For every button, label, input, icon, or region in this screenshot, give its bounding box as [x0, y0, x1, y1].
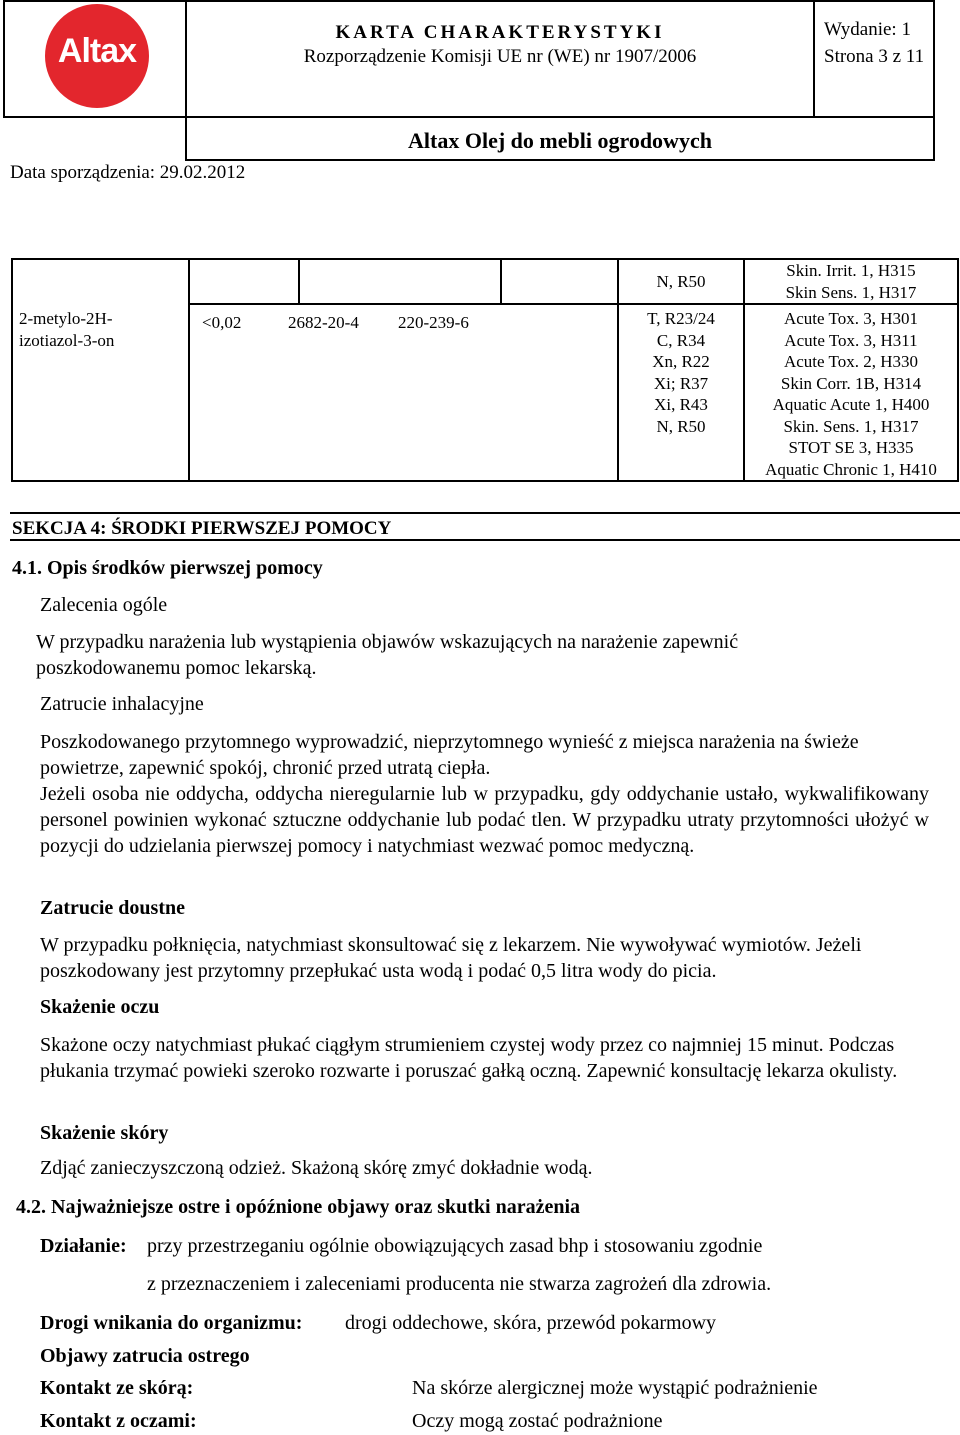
eye-contact-label: Kontakt z oczami: — [40, 1410, 197, 1432]
ec-number: 220-239-6 — [398, 313, 469, 332]
inhalation-text-1: Poszkodowanego przytomnego wyprowadzić, nieprzytomnego wynieść z miejsca narażenia na świeże powietrze, zapewnić spokój, chronić przed utratą ciepła. — [40, 731, 859, 780]
eye-text: Skażone oczy natychmiast płukać ciągłym strumieniem czystej wody przez co najmniej 15 minut. Podczas płukania trzymać powieki szeroko rozwarte i poruszać gałką oczną. Zapewnić konsultację lekarza okulisty. — [40, 1034, 898, 1083]
classification-cell — [618, 304, 744, 481]
clp-cell — [744, 304, 958, 481]
classification-line: Xi; R37 — [653, 373, 709, 393]
general-heading: Zalecenia ogóle — [40, 594, 168, 616]
prev-classification: N, R50 — [618, 259, 744, 304]
page-number: Strona 3 z 11 — [824, 46, 925, 67]
edition-cell — [813, 0, 935, 118]
eye-contact-value: Oczy mogą zostać podrażnione — [412, 1410, 663, 1432]
issue-date: Data sporządzenia: 29.02.2012 — [10, 162, 246, 183]
subsection-4-1-title: 4.1. Opis środków pierwszej pomocy — [12, 557, 323, 579]
skin-contact-value: Na skórze alergicznej może wystąpić podrażnienie — [412, 1377, 818, 1399]
product-name: Altax Olej do mebli ogrodowych — [408, 128, 712, 153]
routes-value: drogi oddechowe, skóra, przewód pokarmowy — [345, 1312, 717, 1334]
prev-clp-cell — [744, 259, 958, 304]
inhalation-text-2: Jeżeli osoba nie oddycha, oddycha nieregularnie lub w przypadku, gdy oddychanie ustało, wykwalifikowany personel powinien wykonać sztuczne oddychanie lub podać tlen. W przypadku utraty przytomności ułożyć w pozycji do udzielania pierwszej pomocy i natychmiast wezwać pomoc medyczną. — [40, 783, 929, 858]
logo-text: Altax — [57, 32, 137, 70]
clp-line: Aquatic Acute 1, H400 — [772, 395, 930, 414]
oral-heading: Zatrucie doustne — [40, 897, 185, 919]
oral-text: W przypadku połknięcia, natychmiast skonsultować się z lekarzem. Nie wywoływać wymiotów. Jeżeli poszkodowany jest przytomny przepłukać usta wodą i podać 0,5 litra wody do picia. — [40, 934, 862, 983]
section-title: SEKCJA 4: ŚRODKI PIERWSZEJ POMOCY — [12, 518, 392, 539]
logo-cell — [3, 0, 187, 118]
clp-line: Skin Sens. 1, H317 — [785, 282, 917, 302]
general-text: W przypadku narażenia lub wystąpienia objawów wskazujących na narażenie zapewnić poszkodowanemu pomoc lekarską. — [36, 631, 739, 680]
clp-line: STOT SE 3, H335 — [788, 438, 914, 457]
cas-number: 2682-20-4 — [288, 313, 359, 332]
identifiers-cell — [189, 304, 618, 481]
clp-line: Skin Corr. 1B, H314 — [780, 373, 922, 393]
skin-heading: Skażenie skóry — [40, 1122, 169, 1144]
action-line-2: z przeznaczeniem i zaleceniami producenta nie stwarza zagrożeń dla zdrowia. — [147, 1273, 772, 1295]
action-label: Działanie: — [40, 1235, 127, 1257]
clp-line: Acute Tox. 3, H311 — [784, 330, 918, 350]
clp-line: Acute Tox. 2, H330 — [783, 352, 918, 371]
action-line-1: przy przestrzeganiu ogólnie obowiązujących zasad bhp i stosowaniu zgodnie — [147, 1235, 763, 1257]
routes-label: Drogi wnikania do organizmu: — [40, 1312, 303, 1334]
clp-line: Skin. Irrit. 1, H315 — [786, 261, 916, 280]
document-title: KARTA CHARAKTERYSTYKI — [335, 22, 665, 43]
edition: Wydanie: 1 — [824, 19, 911, 40]
classification-line: Xi, R43 — [654, 395, 708, 414]
title-cell — [185, 0, 815, 118]
clp-line: Aquatic Chronic 1, H410 — [765, 459, 937, 479]
classification-line: Xn, R22 — [652, 352, 710, 371]
clp-line: Skin. Sens. 1, H317 — [783, 416, 919, 436]
inhalation-heading: Zatrucie inhalacyjne — [40, 693, 204, 715]
composition-table — [11, 258, 959, 482]
skin-text: Zdjąć zanieczyszczoną odzież. Skażoną skórę zmyć dokładnie wodą. — [40, 1157, 593, 1179]
concentration: <0,02 — [202, 313, 242, 332]
acute-symptoms-heading: Objawy zatrucia ostrego — [40, 1345, 250, 1367]
classification-line: N, R50 — [656, 416, 706, 436]
skin-contact-label: Kontakt ze skórą: — [40, 1377, 194, 1399]
classification-line: T, R23/24 — [647, 309, 715, 328]
eye-heading: Skażenie oczu — [40, 996, 160, 1018]
classification-line: C, R34 — [656, 330, 706, 350]
substance-name-line: 2-metylo-2H- — [19, 309, 113, 328]
product-cell — [185, 116, 935, 161]
subsection-4-2-title: 4.2. Najważniejsze ostre i opóźnione objawy oraz skutki narażenia — [16, 1196, 581, 1218]
clp-line: Acute Tox. 3, H301 — [783, 309, 918, 328]
section-header — [10, 512, 960, 541]
substance-name-line: izotiazol-3-on — [19, 331, 115, 350]
substance-name-cell — [12, 259, 189, 481]
regulation: Rozporządzenie Komisji UE nr (WE) nr 1907/2006 — [303, 46, 697, 67]
